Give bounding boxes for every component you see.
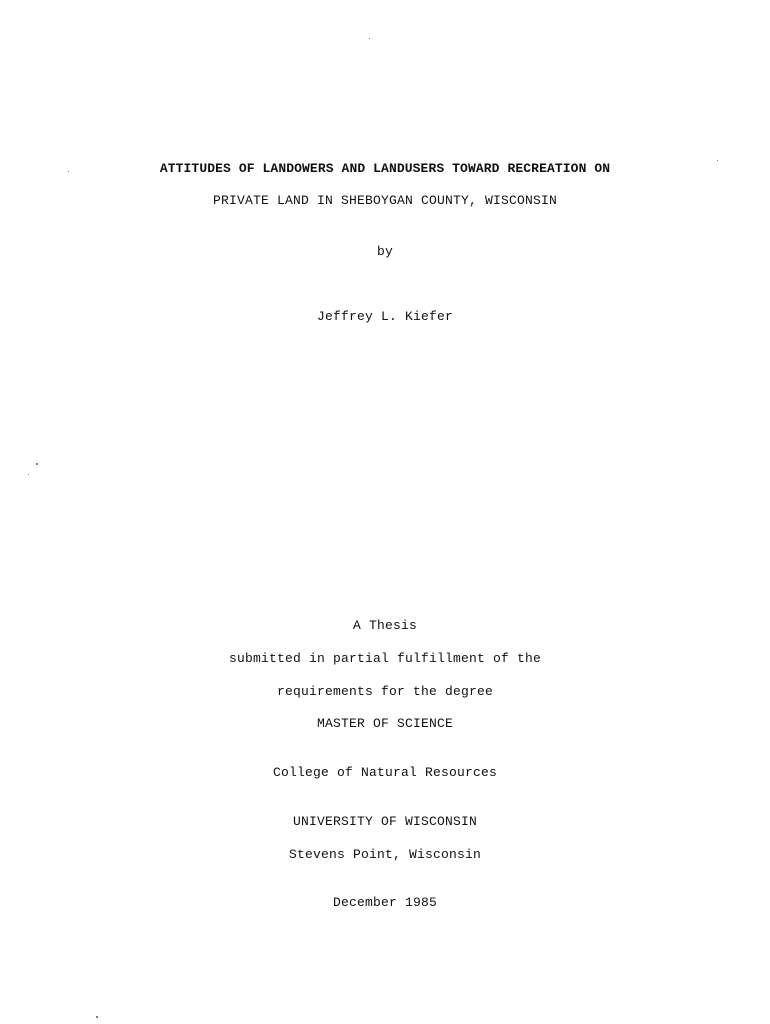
- title-line-2: PRIVATE LAND IN SHEBOYGAN COUNTY, WISCONSIN: [212, 193, 558, 208]
- scan-speck: [717, 160, 718, 161]
- author-name: Jeffrey L. Kiefer: [316, 309, 454, 324]
- degree-name: MASTER OF SCIENCE: [316, 716, 454, 731]
- scan-speck: [28, 474, 29, 475]
- by-label: by: [376, 244, 393, 259]
- submission-line-2: requirements for the degree: [276, 684, 494, 699]
- scan-speck: [68, 171, 69, 172]
- scan-speck: [369, 38, 370, 39]
- scan-speck: [36, 463, 38, 465]
- document-type: A Thesis: [352, 618, 417, 633]
- submission-line-1: submitted in partial fulfillment of the: [228, 651, 542, 666]
- university-name: UNIVERSITY OF WISCONSIN: [292, 814, 478, 829]
- submission-date: December 1985: [332, 895, 438, 910]
- scan-speck: [96, 1016, 98, 1018]
- title-line-1: ATTITUDES OF LANDOWERS AND LANDUSERS TOWARD RECREATION ON: [159, 161, 611, 176]
- university-location: Stevens Point, Wisconsin: [288, 847, 482, 862]
- college-name: College of Natural Resources: [272, 765, 498, 780]
